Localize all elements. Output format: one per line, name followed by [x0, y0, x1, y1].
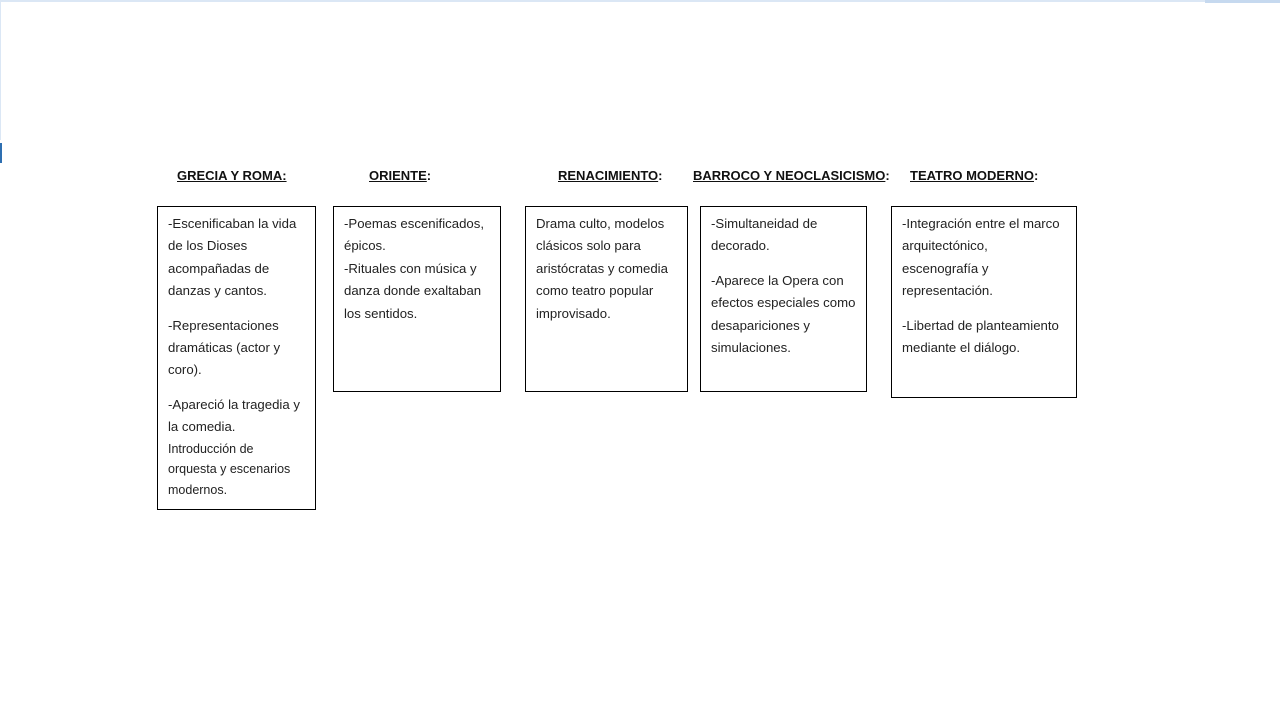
box-barroco-paragraph-1: -Simultaneidad de decorado.	[711, 216, 818, 254]
heading-renacimiento-text: RENACIMIENTO	[558, 168, 659, 183]
box-grecia-roma-paragraph-3: -Apareció la tragedia y la comedia.	[168, 396, 300, 435]
heading-barroco-colon: :	[885, 168, 890, 183]
box-oriente	[333, 206, 501, 392]
box-grecia-roma	[157, 206, 316, 510]
box-oriente-paragraph-2: -Rituales con música y danza donde exaltaban los sentidos.	[344, 260, 482, 321]
box-teatro-moderno-paragraph-2: -Libertad de planteamiento mediante el diálogo.	[902, 317, 1059, 356]
box-grecia-roma-paragraph-4: Introducción de orquesta y escenarios modernos.	[168, 441, 291, 497]
box-grecia-roma-paragraph-2: -Representaciones dramáticas (actor y coro).	[168, 317, 281, 378]
heading-teatro-moderno	[910, 167, 1038, 185]
heading-renacimiento	[558, 167, 663, 185]
box-teatro-moderno-paragraph-1: -Integración entre el marco arquitectónico, escenografía y representación.	[902, 216, 1060, 299]
heading-barroco-neoclasicismo	[693, 167, 890, 185]
heading-grecia-roma	[177, 167, 287, 185]
left-border-line	[0, 0, 1, 140]
top-border-line	[0, 0, 1280, 2]
heading-teatro-moderno-text: TEATRO MODERNO	[910, 168, 1034, 183]
box-oriente-paragraph-1: -Poemas escenificados, épicos.	[344, 216, 485, 254]
text-cursor-mark	[0, 143, 2, 163]
top-border-accent	[1205, 0, 1280, 3]
heading-barroco-text: BARROCO Y NEOCLASICISMO	[693, 168, 886, 183]
box-grecia-roma-paragraph-1: -Escenificaban la vida de los Dioses acompañadas de danzas y cantos.	[168, 216, 297, 299]
heading-oriente-colon: :	[426, 168, 432, 183]
heading-oriente-text: ORIENTE	[369, 168, 427, 183]
box-barroco-paragraph-2: -Aparece la Opera con efectos especiales como desapariciones y simulaciones.	[711, 272, 856, 356]
heading-oriente	[369, 167, 431, 185]
box-teatro-moderno	[891, 206, 1077, 398]
box-renacimiento-paragraph-1: Drama culto, modelos clásicos solo para aristócratas y comedia como teatro popular improvisado.	[536, 216, 668, 321]
heading-renacimiento-colon: :	[658, 168, 663, 183]
heading-grecia-roma-text: GRECIA Y ROMA:	[177, 168, 287, 183]
box-barroco-neoclasicismo	[700, 206, 867, 392]
box-renacimiento	[525, 206, 688, 392]
heading-teatro-moderno-colon: :	[1033, 168, 1039, 183]
